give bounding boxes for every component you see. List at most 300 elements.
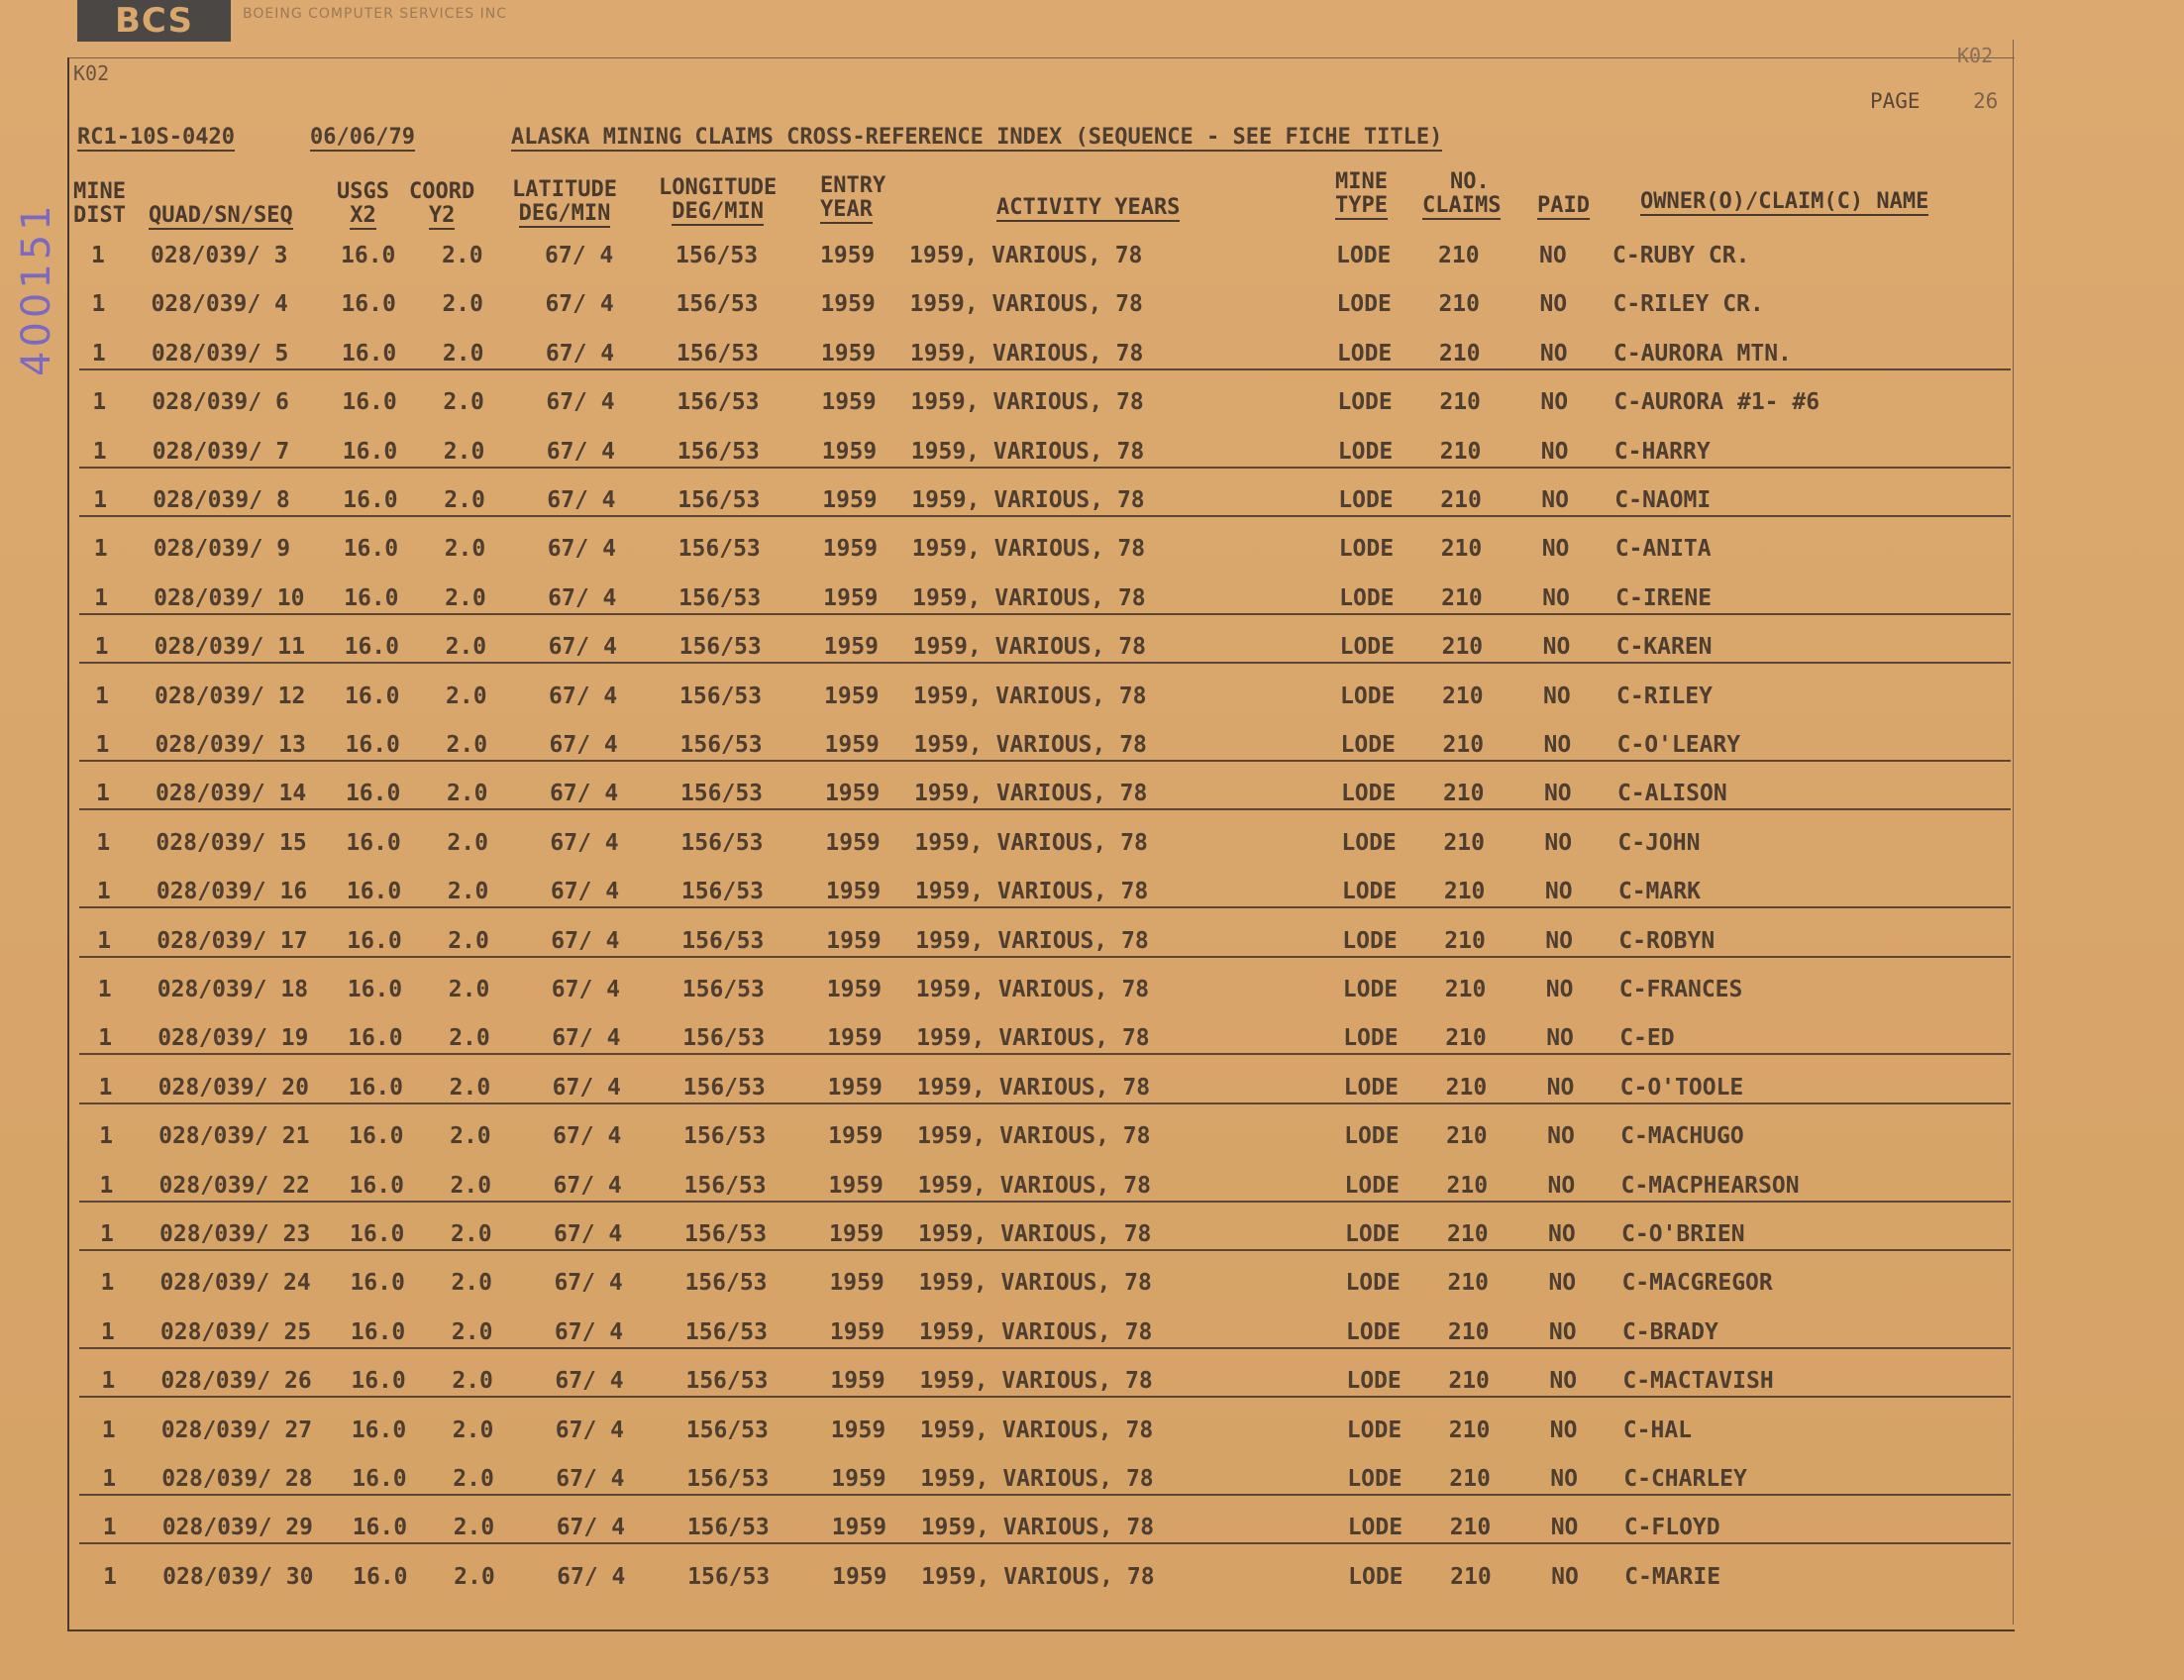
mine-type-cell: LODE [1345,1221,1401,1247]
mine-type-cell: LODE [1346,1368,1402,1395]
mine-type-cell: LODE [1343,1074,1400,1101]
quad-cell: 028/039/ 4 [151,291,288,318]
mine-type-cell: LODE [1340,682,1396,709]
mine-type-cell: LODE [1346,1417,1403,1443]
latitude-cell: 67/ 4 [553,1172,622,1199]
longitude-cell: 156/53 [682,1025,766,1052]
owner-claim-name-cell: C-IRENE [1615,584,1713,611]
entry-year-cell: 1959 [823,634,879,661]
mine-type-cell: LODE [1338,536,1395,563]
table-row [0,830,2184,866]
paid-cell: NO [1540,438,1569,465]
paid-cell: NO [1550,1515,1579,1541]
activity-years-cell: 1959, VARIOUS, 78 [921,1563,1155,1590]
mine-type-cell: LODE [1345,1270,1401,1297]
usgs-x2-cell: 16.0 [350,1318,406,1345]
table-row [0,683,2184,719]
frame-bottom-border [67,1629,2015,1631]
coord-y2-cell: 2.0 [453,1466,494,1492]
row-rule [79,467,2011,469]
latitude-cell: 67/ 4 [552,1074,621,1101]
usgs-x2-cell: 16.0 [350,1270,405,1297]
latitude-cell: 67/ 4 [548,634,617,661]
quad-cell: 028/039/ 7 [152,438,290,465]
usgs-x2-cell: 16.0 [347,977,403,1002]
no-claims-cell: 210 [1444,977,1487,1002]
latitude-cell: 67/ 4 [556,1515,625,1541]
side-stamp: 400151 [14,201,59,376]
coord-y2-cell: 2.0 [442,243,483,268]
latitude-cell: 67/ 4 [549,732,618,758]
coord-y2-cell: 2.0 [447,879,489,905]
mine-dist-cell: 1 [95,781,110,807]
coord-y2-cell: 2.0 [447,829,488,856]
activity-years-cell: 1959, VARIOUS, 78 [917,1172,1151,1199]
quad-cell: 028/039/ 13 [155,732,306,758]
quad-cell: 028/039/ 11 [154,634,305,661]
mine-dist-cell: 1 [99,1123,113,1150]
owner-claim-name-cell: C-MACGREGOR [1621,1270,1773,1297]
no-claims-cell: 210 [1448,1368,1490,1395]
activity-years-cell: 1959, VARIOUS, 78 [909,340,1144,367]
coord-y2-cell: 2.0 [443,389,484,416]
quad-cell: 028/039/ 15 [156,829,307,856]
activity-years-cell: 1959, VARIOUS, 78 [914,829,1148,856]
row-rule [79,1249,2011,1251]
usgs-x2-cell: 16.0 [349,1123,404,1150]
paid-cell: NO [1547,1123,1575,1150]
coord-y2-cell: 2.0 [445,634,487,661]
activity-years-cell: 1959, VARIOUS, 78 [919,1417,1154,1443]
mine-dist-cell: 1 [94,634,109,661]
table-row [0,243,2184,278]
paid-cell: NO [1551,1563,1579,1590]
latitude-cell: 67/ 4 [551,927,620,954]
entry-year-cell: 1959 [831,1466,886,1492]
mine-dist-cell: 1 [92,389,107,416]
table-row [0,1418,2184,1453]
longitude-cell: 156/53 [686,1515,770,1541]
usgs-x2-cell: 16.0 [341,243,396,268]
table-row [0,977,2184,1012]
activity-years-cell: 1959, VARIOUS, 78 [917,1123,1151,1150]
paid-cell: NO [1548,1270,1577,1297]
owner-claim-name-cell: C-JOHN [1617,829,1701,856]
mine-type-cell: LODE [1348,1563,1404,1590]
quad-cell: 028/039/ 17 [156,927,308,954]
mine-type-cell: LODE [1341,879,1398,905]
usgs-x2-cell: 16.0 [341,291,396,318]
activity-years-cell: 1959, VARIOUS, 78 [909,243,1143,268]
paid-cell: NO [1544,829,1573,856]
longitude-cell: 156/53 [678,634,762,661]
no-claims-cell: 210 [1448,1417,1491,1443]
usgs-x2-cell: 16.0 [342,389,397,416]
entry-year-cell: 1959 [826,977,883,1002]
latitude-cell: 67/ 4 [555,1368,624,1395]
row-rule [79,1542,2011,1544]
usgs-x2-cell: 16.0 [342,438,398,465]
no-claims-cell: 210 [1449,1515,1492,1541]
activity-years-cell: 1959, VARIOUS, 78 [912,634,1146,661]
entry-year-cell: 1959 [824,781,881,807]
paid-cell: NO [1548,1318,1577,1345]
mine-type-cell: LODE [1342,927,1398,954]
col-owner-claim-name: OWNER(O)/CLAIM(C) NAME [1640,189,1929,214]
owner-claim-name-cell: C-HAL [1622,1417,1693,1443]
table-row [0,1173,2184,1208]
paid-cell: NO [1539,243,1567,268]
latitude-cell: 67/ 4 [551,977,620,1002]
quad-cell: 028/039/ 23 [159,1221,311,1247]
entry-year-cell: 1959 [830,1417,886,1443]
paid-cell: NO [1547,1172,1576,1199]
row-rule [79,662,2011,664]
longitude-cell: 156/53 [677,536,761,563]
longitude-cell: 156/53 [681,977,765,1002]
mine-type-cell: LODE [1336,243,1392,268]
activity-years-cell: 1959, VARIOUS, 78 [916,1074,1151,1101]
longitude-cell: 156/53 [685,1417,769,1443]
activity-years-cell: 1959, VARIOUS, 78 [913,682,1147,709]
longitude-cell: 156/53 [680,879,764,905]
usgs-x2-cell: 16.0 [345,781,401,807]
usgs-x2-cell: 16.0 [351,1368,406,1395]
row-rule [79,1053,2011,1055]
col-coord-y2: COORD Y2 [409,179,475,228]
coord-y2-cell: 2.0 [451,1221,492,1247]
mine-dist-cell: 1 [98,1074,113,1101]
latitude-cell: 67/ 4 [545,243,614,268]
longitude-cell: 156/53 [679,682,763,709]
quad-cell: 028/039/ 26 [160,1368,312,1395]
longitude-cell: 156/53 [687,1563,771,1590]
usgs-x2-cell: 16.0 [343,536,399,563]
latitude-cell: 67/ 4 [553,1123,622,1150]
mine-dist-cell: 1 [92,438,107,465]
quad-cell: 028/039/ 22 [158,1172,310,1199]
mine-dist-cell: 1 [95,682,109,709]
table-row [0,1221,2184,1257]
owner-claim-name-cell: C-HARRY [1613,438,1711,465]
longitude-cell: 156/53 [684,1270,768,1297]
entry-year-cell: 1959 [827,1025,883,1052]
latitude-cell: 67/ 4 [554,1270,623,1297]
activity-years-cell: 1959, VARIOUS, 78 [913,781,1148,807]
table-row [0,1270,2184,1306]
mine-dist-cell: 1 [100,1270,115,1297]
table-row [0,1368,2184,1404]
report-date: 06/06/79 [310,125,415,150]
coord-y2-cell: 2.0 [446,682,487,709]
owner-claim-name-cell: C-NAOMI [1614,487,1712,513]
row-rule [79,613,2011,615]
usgs-x2-cell: 16.0 [349,1172,404,1199]
longitude-cell: 156/53 [682,1074,766,1101]
longitude-cell: 156/53 [676,243,759,268]
no-claims-cell: 210 [1439,389,1481,416]
paid-cell: NO [1541,536,1570,563]
table-row [0,879,2184,914]
activity-years-cell: 1959, VARIOUS, 78 [915,977,1150,1002]
latitude-cell: 67/ 4 [545,340,615,367]
owner-claim-name-cell: C-ALISON [1616,781,1727,807]
paid-cell: NO [1550,1466,1578,1492]
coord-y2-cell: 2.0 [444,536,486,563]
row-rule [79,906,2011,908]
owner-claim-name-cell: C-FRANCES [1618,977,1743,1002]
mine-dist-cell: 1 [91,243,105,268]
paid-cell: NO [1543,732,1572,758]
owner-claim-name-cell: C-CHARLEY [1623,1466,1747,1492]
latitude-cell: 67/ 4 [547,536,616,563]
report-id: RC1-10S-0420 [77,125,235,150]
entry-year-cell: 1959 [823,584,879,611]
latitude-cell: 67/ 4 [555,1417,625,1443]
col-quad: QUAD/SN/SEQ [149,203,293,228]
mine-dist-cell: 1 [103,1563,117,1590]
mine-type-cell: LODE [1344,1172,1400,1199]
longitude-cell: 156/53 [678,584,762,611]
quad-cell: 028/039/ 10 [154,584,305,611]
paid-cell: NO [1539,291,1568,318]
col-no-claims: NO. CLAIMS [1422,169,1502,218]
entry-year-cell: 1959 [832,1563,887,1590]
longitude-cell: 156/53 [679,732,763,758]
quad-cell: 028/039/ 14 [155,781,307,807]
coord-y2-cell: 2.0 [443,438,485,465]
latitude-cell: 67/ 4 [549,781,619,807]
longitude-cell: 156/53 [676,291,759,318]
longitude-cell: 156/53 [685,1368,769,1395]
usgs-x2-cell: 16.0 [346,829,401,856]
no-claims-cell: 210 [1450,1563,1492,1590]
activity-years-cell: 1959, VARIOUS, 78 [914,879,1149,905]
fiche-code-left: K02 [73,61,110,85]
coord-y2-cell: 2.0 [451,1318,493,1345]
report-title: ALASKA MINING CLAIMS CROSS-REFERENCE INDEX (SEQUENCE - SEE FICHE TITLE) [511,125,1443,150]
mine-dist-cell: 1 [93,536,108,563]
activity-years-cell: 1959, VARIOUS, 78 [911,536,1146,563]
mine-type-cell: LODE [1339,634,1395,661]
page-number: 26 [1973,89,1999,113]
activity-years-cell: 1959, VARIOUS, 78 [913,732,1147,758]
row-rule [79,760,2011,762]
activity-years-cell: 1959, VARIOUS, 78 [918,1318,1153,1345]
owner-claim-name-cell: C-RUBY CR. [1612,243,1750,268]
usgs-x2-cell: 16.0 [352,1515,408,1541]
no-claims-cell: 210 [1445,1025,1487,1052]
quad-cell: 028/039/ 16 [156,879,308,905]
row-rule [79,1494,2011,1496]
frame-top-border [67,57,2015,58]
table-row [0,1564,2184,1600]
entry-year-cell: 1959 [831,1515,887,1541]
mine-type-cell: LODE [1341,829,1397,856]
paid-cell: NO [1546,1025,1574,1052]
no-claims-cell: 210 [1438,340,1481,367]
no-claims-cell: 210 [1447,1221,1489,1247]
coord-y2-cell: 2.0 [452,1417,494,1443]
mine-dist-cell: 1 [100,1318,115,1345]
mine-dist-cell: 1 [91,340,106,367]
usgs-x2-cell: 16.0 [350,1221,405,1247]
table-row [0,1515,2184,1550]
longitude-cell: 156/53 [684,1221,768,1247]
table-row [0,634,2184,670]
usgs-x2-cell: 16.0 [343,487,398,513]
entry-year-cell: 1959 [825,879,882,905]
coord-y2-cell: 2.0 [445,584,486,611]
quad-cell: 028/039/ 18 [156,977,309,1002]
col-usgs-x2: USGS X2 [337,179,389,228]
table-row [0,1075,2184,1110]
no-claims-cell: 210 [1441,634,1484,661]
owner-claim-name-cell: C-MARIE [1624,1563,1721,1590]
entry-year-cell: 1959 [830,1368,885,1395]
mine-dist-cell: 1 [97,927,112,954]
quad-cell: 028/039/ 29 [161,1515,314,1541]
mine-type-cell: LODE [1339,584,1395,611]
activity-years-cell: 1959, VARIOUS, 78 [920,1466,1154,1492]
no-claims-cell: 210 [1449,1466,1491,1492]
coord-y2-cell: 2.0 [453,1515,495,1541]
quad-cell: 028/039/ 28 [161,1466,313,1492]
no-claims-cell: 210 [1447,1318,1490,1345]
mine-type-cell: LODE [1342,977,1399,1002]
owner-claim-name-cell: C-MACTAVISH [1622,1368,1774,1395]
no-claims-cell: 210 [1443,879,1486,905]
paid-cell: NO [1543,781,1572,807]
col-paid: PAID [1537,193,1590,218]
entry-year-cell: 1959 [828,1172,884,1199]
entry-year-cell: 1959 [824,732,880,758]
row-rule [79,1102,2011,1104]
usgs-x2-cell: 16.0 [351,1417,407,1443]
activity-years-cell: 1959, VARIOUS, 78 [910,438,1145,465]
mine-dist-cell: 1 [100,1221,114,1247]
table-row [0,389,2184,425]
owner-claim-name-cell: C-O'LEARY [1616,732,1741,758]
mine-type-cell: LODE [1347,1515,1404,1541]
table-row [0,732,2184,768]
paid-cell: NO [1543,682,1571,709]
entry-year-cell: 1959 [822,536,879,563]
paid-cell: NO [1544,879,1573,905]
coord-y2-cell: 2.0 [448,977,490,1002]
table-row [0,1319,2184,1355]
usgs-x2-cell: 16.0 [345,732,400,758]
owner-claim-name-cell: C-ED [1619,1025,1675,1052]
latitude-cell: 67/ 4 [552,1025,621,1052]
mine-type-cell: LODE [1336,340,1393,367]
coord-y2-cell: 2.0 [452,1368,493,1395]
usgs-x2-cell: 16.0 [346,879,402,905]
activity-years-cell: 1959, VARIOUS, 78 [912,584,1146,611]
fiche-code-right: K02 [1957,44,1994,67]
longitude-cell: 156/53 [683,1123,767,1150]
latitude-cell: 67/ 4 [557,1563,626,1590]
table-row [0,1123,2184,1159]
page-label: PAGE [1870,89,1921,113]
mine-dist-cell: 1 [96,829,111,856]
entry-year-cell: 1959 [825,829,881,856]
activity-years-cell: 1959, VARIOUS, 78 [918,1221,1152,1247]
no-claims-cell: 210 [1439,438,1482,465]
latitude-cell: 67/ 4 [545,291,614,318]
entry-year-cell: 1959 [827,1074,884,1101]
latitude-cell: 67/ 4 [556,1466,625,1492]
col-mine-type: MINE TYPE [1335,169,1388,218]
row-rule [79,1201,2011,1203]
no-claims-cell: 210 [1440,487,1482,513]
no-claims-cell: 210 [1440,536,1483,563]
owner-claim-name-cell: C-O'TOOLE [1619,1074,1744,1101]
paid-cell: NO [1546,1074,1575,1101]
mine-type-cell: LODE [1347,1466,1403,1492]
owner-claim-name-cell: C-ROBYN [1618,927,1716,954]
owner-claim-name-cell: C-AURORA #1- #6 [1613,389,1820,416]
paid-cell: NO [1539,340,1568,367]
mine-type-cell: LODE [1344,1123,1400,1150]
usgs-x2-cell: 16.0 [341,340,397,367]
activity-years-cell: 1959, VARIOUS, 78 [920,1515,1155,1541]
table-row [0,585,2184,621]
activity-years-cell: 1959, VARIOUS, 78 [915,927,1149,954]
row-rule [79,1396,2011,1398]
quad-cell: 028/039/ 9 [153,536,291,563]
coord-y2-cell: 2.0 [454,1563,495,1590]
latitude-cell: 67/ 4 [549,682,618,709]
coord-y2-cell: 2.0 [446,732,488,758]
longitude-cell: 156/53 [681,927,765,954]
entry-year-cell: 1959 [829,1270,884,1297]
mine-type-cell: LODE [1337,389,1393,416]
quad-cell: 028/039/ 30 [162,1563,314,1590]
entry-year-cell: 1959 [821,438,878,465]
mine-dist-cell: 1 [99,1172,114,1199]
quad-cell: 028/039/ 21 [158,1123,310,1150]
longitude-cell: 156/53 [676,389,760,416]
quad-cell: 028/039/ 25 [159,1318,312,1345]
usgs-x2-cell: 16.0 [348,1074,404,1101]
paid-cell: NO [1542,634,1571,661]
no-claims-cell: 210 [1438,243,1480,268]
coord-y2-cell: 2.0 [449,1074,491,1101]
latitude-cell: 67/ 4 [550,829,619,856]
paid-cell: NO [1545,927,1573,954]
usgs-x2-cell: 16.0 [347,927,402,954]
company-logo: BCS [77,0,231,42]
mine-dist-cell: 1 [102,1515,117,1541]
mine-type-cell: LODE [1338,487,1394,513]
no-claims-cell: 210 [1444,927,1486,954]
coord-y2-cell: 2.0 [444,487,485,513]
latitude-cell: 67/ 4 [554,1221,623,1247]
entry-year-cell: 1959 [824,682,880,709]
owner-claim-name-cell: C-AURORA MTN. [1612,340,1792,367]
owner-claim-name-cell: C-MARK [1617,879,1701,905]
entry-year-cell: 1959 [820,291,876,318]
usgs-x2-cell: 16.0 [345,682,400,709]
mine-type-cell: LODE [1340,781,1397,807]
activity-years-cell: 1959, VARIOUS, 78 [916,1025,1150,1052]
quad-cell: 028/039/ 8 [153,487,290,513]
latitude-cell: 67/ 4 [550,879,620,905]
no-claims-cell: 210 [1447,1270,1489,1297]
usgs-x2-cell: 16.0 [344,634,399,661]
coord-y2-cell: 2.0 [448,927,489,954]
